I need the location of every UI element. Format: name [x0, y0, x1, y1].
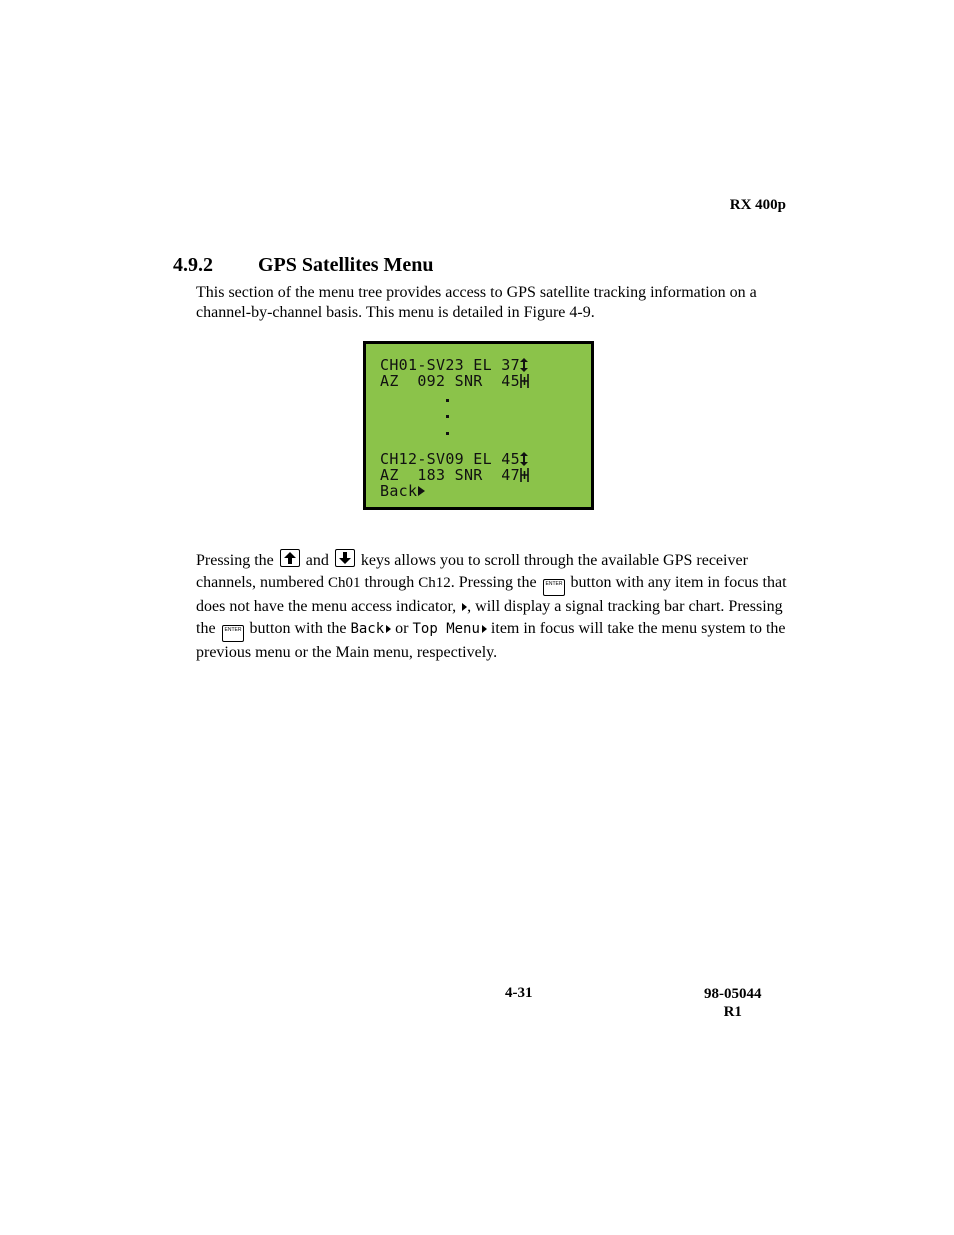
footer-doc-number: 98-05044: [704, 986, 762, 1002]
enter-key-icon: ENTER: [543, 579, 565, 596]
down-arrow-key-icon: [335, 549, 355, 567]
signal-grid-icon: [520, 374, 529, 388]
lcd-line-3: CH12-SV09 EL 45: [380, 450, 528, 468]
up-arrow-key-icon: [280, 549, 300, 567]
menu-indicator-icon: [386, 625, 391, 633]
channel-last: Ch12: [418, 575, 451, 591]
back-menu-item: Back: [350, 621, 391, 637]
signal-grid-icon: [520, 468, 529, 482]
body-paragraph: Pressing the and keys allows you to scroll through the available GPS receiver channels, numbered Ch01 through Ch12. Pressing the ENTER button with any item in focus that does not have the menu access indicator, , will display a signal tracking bar chart. Pressing the ENTER button with the Back or Top Menu item in focus will take the menu system to the previous menu or the Main menu, respectively.: [196, 549, 796, 664]
lcd-ellipsis-dot: [446, 415, 449, 418]
lcd-display: [363, 341, 594, 510]
footer-revision: R1: [723, 1004, 742, 1020]
lcd-ellipsis-dot: [446, 432, 449, 435]
lcd-ellipsis-dot: [446, 399, 449, 402]
menu-indicator-icon: [418, 486, 425, 496]
section-title: GPS Satellites Menu: [258, 254, 434, 276]
menu-indicator-icon: [482, 625, 487, 633]
lcd-line-back: Back: [380, 482, 425, 500]
intro-paragraph: This section of the menu tree provides access to GPS satellite tracking information on a channel-by-channel basis. This menu is detailed in Figure 4-9.: [196, 284, 757, 321]
enter-key-icon: ENTER: [222, 625, 244, 642]
header-product: RX 400p: [729, 197, 786, 213]
top-menu-item: Top Menu: [412, 621, 486, 637]
lcd-line-4: AZ 183 SNR 47: [380, 466, 529, 484]
footer-page-number: 4-31: [505, 985, 533, 1001]
section-heading: [173, 254, 434, 277]
channel-first: Ch01: [327, 575, 361, 591]
section-number: 4.9.2: [173, 254, 213, 276]
footer-document-id: [704, 985, 762, 1021]
lcd-line-2: AZ 092 SNR 45: [380, 372, 529, 390]
lcd-line-1: CH01-SV23 EL 37: [380, 356, 528, 374]
updown-arrow-icon: [520, 452, 528, 466]
updown-arrow-icon: [520, 358, 528, 372]
